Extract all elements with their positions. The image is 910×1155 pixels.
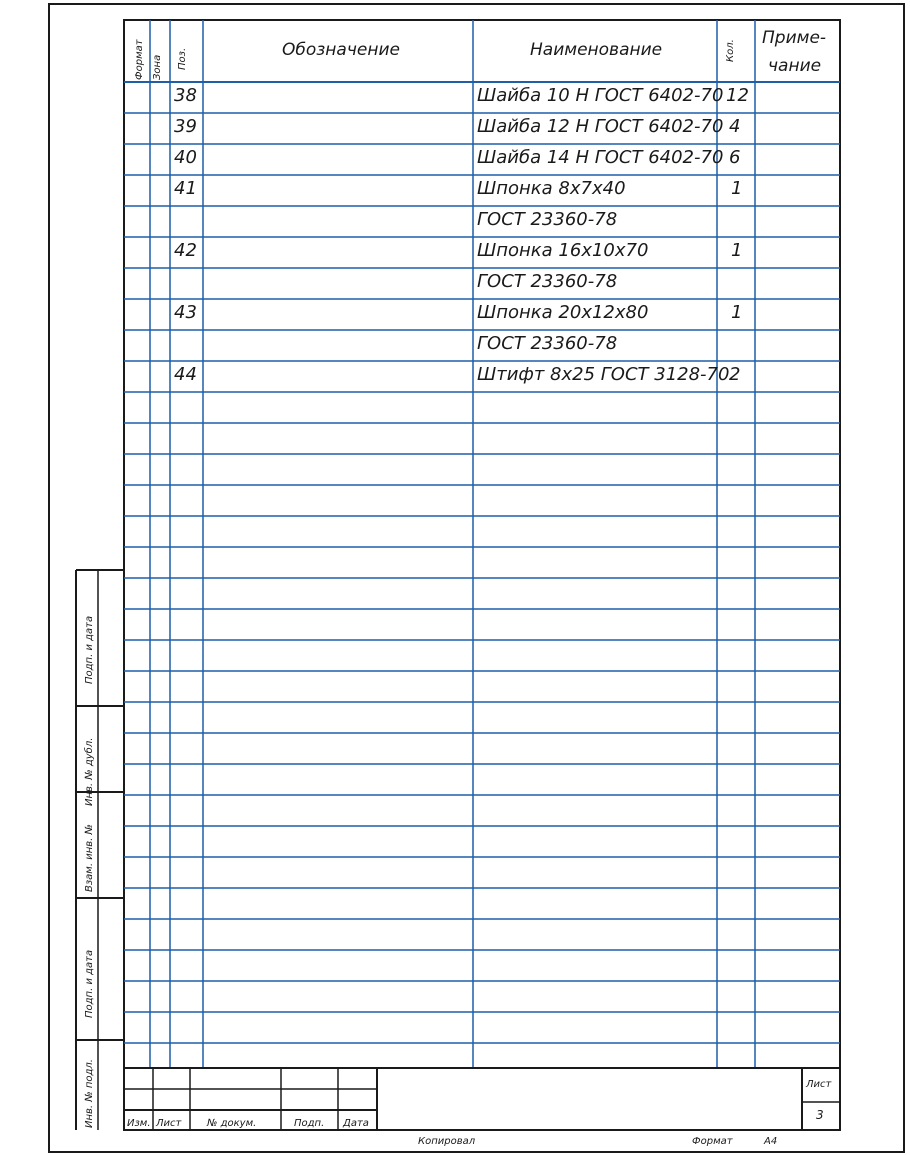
row-qty: 12 xyxy=(726,85,749,106)
footer-format-label: Формат xyxy=(692,1136,733,1147)
row-name: Шайба 10 Н ГОСТ 6402-70 xyxy=(477,85,724,106)
row-name: ГОСТ 23360-78 xyxy=(477,333,618,354)
header-zone: Зона xyxy=(152,54,163,80)
tb-izm: Изм. xyxy=(127,1118,151,1129)
row-qty: 1 xyxy=(731,302,743,323)
row-qty: 1 xyxy=(731,240,743,261)
row-qty: 2 xyxy=(729,364,741,385)
row-name: Шпонка 20x12x80 xyxy=(477,302,649,323)
row-name: ГОСТ 23360-78 xyxy=(477,271,618,292)
row-pos: 38 xyxy=(174,85,197,106)
header-designation: Обозначение xyxy=(282,40,400,60)
tb-doc-no: № докум. xyxy=(207,1118,257,1129)
header-format: Формат xyxy=(134,39,145,80)
row-name: Шпонка 16x10x70 xyxy=(477,240,649,261)
header-name: Наименование xyxy=(530,40,663,60)
row-name: ГОСТ 23360-78 xyxy=(477,209,618,230)
row-pos: 43 xyxy=(174,302,197,323)
side-inv-podl: Инв. № подл. xyxy=(84,1059,95,1128)
row-pos: 44 xyxy=(174,364,197,385)
side-vzam-inv: Взам. инв. № xyxy=(84,824,95,892)
row-name: Шпонка 8x7x40 xyxy=(477,178,626,199)
row-name: Шайба 14 Н ГОСТ 6402-70 xyxy=(477,147,724,168)
header-note-line1: Приме- xyxy=(762,28,827,48)
row-qty: 6 xyxy=(729,147,741,168)
row-pos: 39 xyxy=(174,116,197,137)
tb-podp: Подп. xyxy=(294,1118,325,1129)
side-inv-dubl: Инв. № дубл. xyxy=(84,737,95,806)
row-pos: 42 xyxy=(174,240,197,261)
row-pos: 40 xyxy=(174,147,197,168)
header-pos: Поз. xyxy=(177,47,188,70)
tb-list-number: 3 xyxy=(816,1108,824,1122)
row-pos: 41 xyxy=(174,178,197,199)
footer-copied: Копировал xyxy=(418,1136,476,1147)
row-name: Штифт 8x25 ГОСТ 3128-70 xyxy=(477,364,730,385)
header-qty: Кол. xyxy=(725,39,736,62)
row-qty: 1 xyxy=(731,178,743,199)
row-qty: 4 xyxy=(729,116,741,137)
tb-list-label: Лист xyxy=(806,1079,832,1090)
header-note-line2: чание xyxy=(768,56,822,76)
row-name: Шайба 12 Н ГОСТ 6402-70 xyxy=(477,116,724,137)
side-podp-data-1: Подп. и дата xyxy=(84,615,95,684)
footer-format-value: А4 xyxy=(764,1136,778,1147)
side-podp-data-2: Подп. и дата xyxy=(84,949,95,1018)
tb-list: Лист xyxy=(156,1118,182,1129)
tb-data: Дата xyxy=(343,1118,369,1129)
